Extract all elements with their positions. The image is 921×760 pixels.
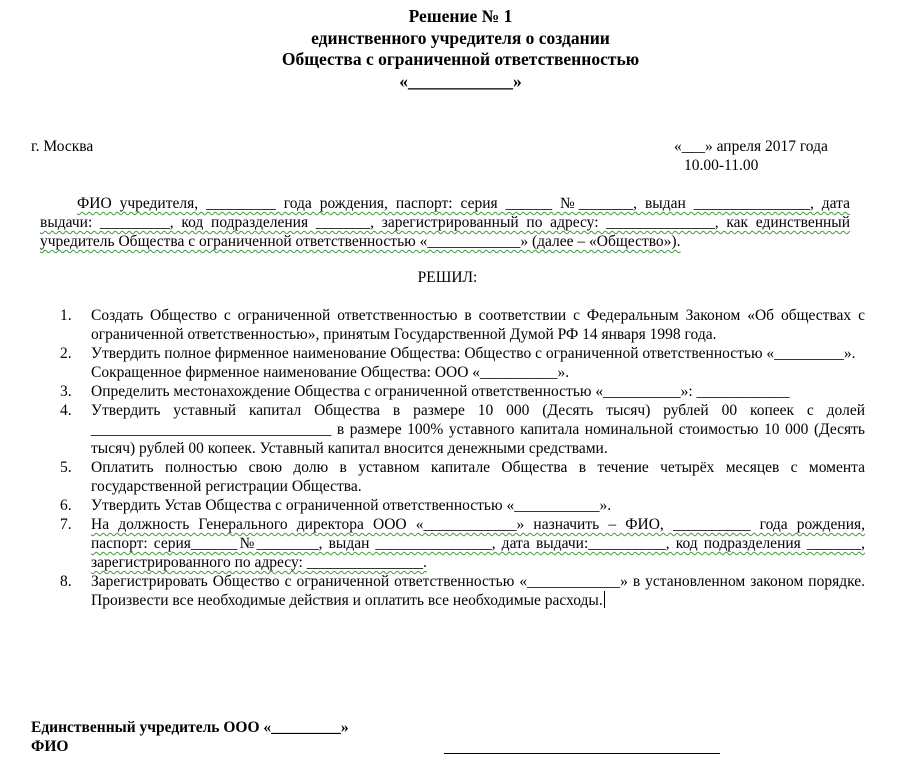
item-text: Утвердить Устав Общества с ограниченной ответственностью «___________». bbox=[91, 497, 612, 514]
item-number: 8. bbox=[60, 573, 72, 590]
list-item bbox=[40, 401, 865, 458]
signature-name-label: ФИО bbox=[31, 738, 69, 755]
signature-line bbox=[444, 753, 720, 754]
document-subtitle: единственного учредителя о создании bbox=[311, 28, 610, 48]
item-text: Определить местонахождение Общества с ограниченной ответственностью «__________»: ____________ bbox=[91, 383, 790, 400]
company-type-title: Общества с ограниченной ответственностью bbox=[281, 49, 640, 69]
text-cursor bbox=[604, 591, 605, 608]
item-text: На должность Генерального директора ООО «____________» назначить – ФИО, __________ года рождения, паспорт: серия______№________, выдан _______________, дата выдачи:__________, код подразделения _______, зарегистрированного по адресу: _______________. bbox=[91, 516, 865, 571]
decision-heading: РЕШИЛ: bbox=[417, 269, 478, 286]
item-text: Утвердить уставный капитал Общества в размере 10 000 (Десять тысяч) рублей 00 копеек с долей _______________________________ в размере 100% уставного капитала номинальной стоимостью 10 000 (Десять тысяч) рублей 00 копеек. Уставный капитал вносится денежными средствами. bbox=[91, 402, 865, 457]
item-text: Оплатить полностью свою долю в уставном капитале Общества в течение четырёх месяцев с момента государственной регистрации Общества. bbox=[91, 459, 865, 495]
item-text: Утвердить полное фирменное наименование Общества: Общество с ограниченной ответственностью «_________». bbox=[91, 345, 856, 362]
item-number: 1. bbox=[60, 307, 72, 324]
item-subtext: Сокращенное фирменное наименование Общества: ООО «__________». bbox=[91, 364, 570, 381]
city: г. Москва bbox=[31, 138, 94, 155]
list-item bbox=[40, 515, 865, 572]
list-item bbox=[40, 344, 865, 382]
decision-list bbox=[40, 306, 865, 610]
list-item bbox=[40, 306, 865, 344]
list-item bbox=[40, 382, 865, 401]
company-name-placeholder: «____________» bbox=[399, 71, 522, 91]
document-title: Решение № 1 bbox=[408, 6, 513, 26]
document-time: 10.00-11.00 bbox=[684, 157, 759, 174]
item-number: 3. bbox=[60, 383, 72, 400]
signature-founder-label: Единственный учредитель ООО «_________» bbox=[31, 719, 349, 736]
document-date: «___» апреля 2017 года bbox=[674, 138, 828, 155]
item-text: Зарегистрировать Общество с ограниченной ответственностью «____________» в установленном законом порядке. Произвести все необходимые действия и оплатить все необходимые расходы. bbox=[91, 573, 865, 609]
list-item bbox=[40, 572, 865, 610]
item-number: 4. bbox=[60, 402, 72, 419]
item-number: 5. bbox=[60, 459, 72, 476]
founder-intro-paragraph bbox=[40, 194, 850, 251]
item-number: 7. bbox=[60, 516, 72, 533]
founder-intro-text: ФИО учредителя, _________ года рождения, паспорт: серия ______ №_______, выдан _______________, дата выдачи: _________, код подразделения _______, зарегистрированный по адресу: ______________, как единственный учредитель Общества с ограниченной ответственностью «____________» (далее – «Общество»). bbox=[40, 195, 850, 250]
list-item bbox=[40, 496, 865, 515]
list-item bbox=[40, 458, 865, 496]
item-text: Создать Общество с ограниченной ответственностью в соответствии с Федеральным Законом «Об обществах с ограниченной ответственностью», принятым Государственной Думой РФ 14 января 1998 года. bbox=[91, 307, 865, 343]
item-number: 2. bbox=[60, 345, 72, 362]
item-number: 6. bbox=[60, 497, 72, 514]
